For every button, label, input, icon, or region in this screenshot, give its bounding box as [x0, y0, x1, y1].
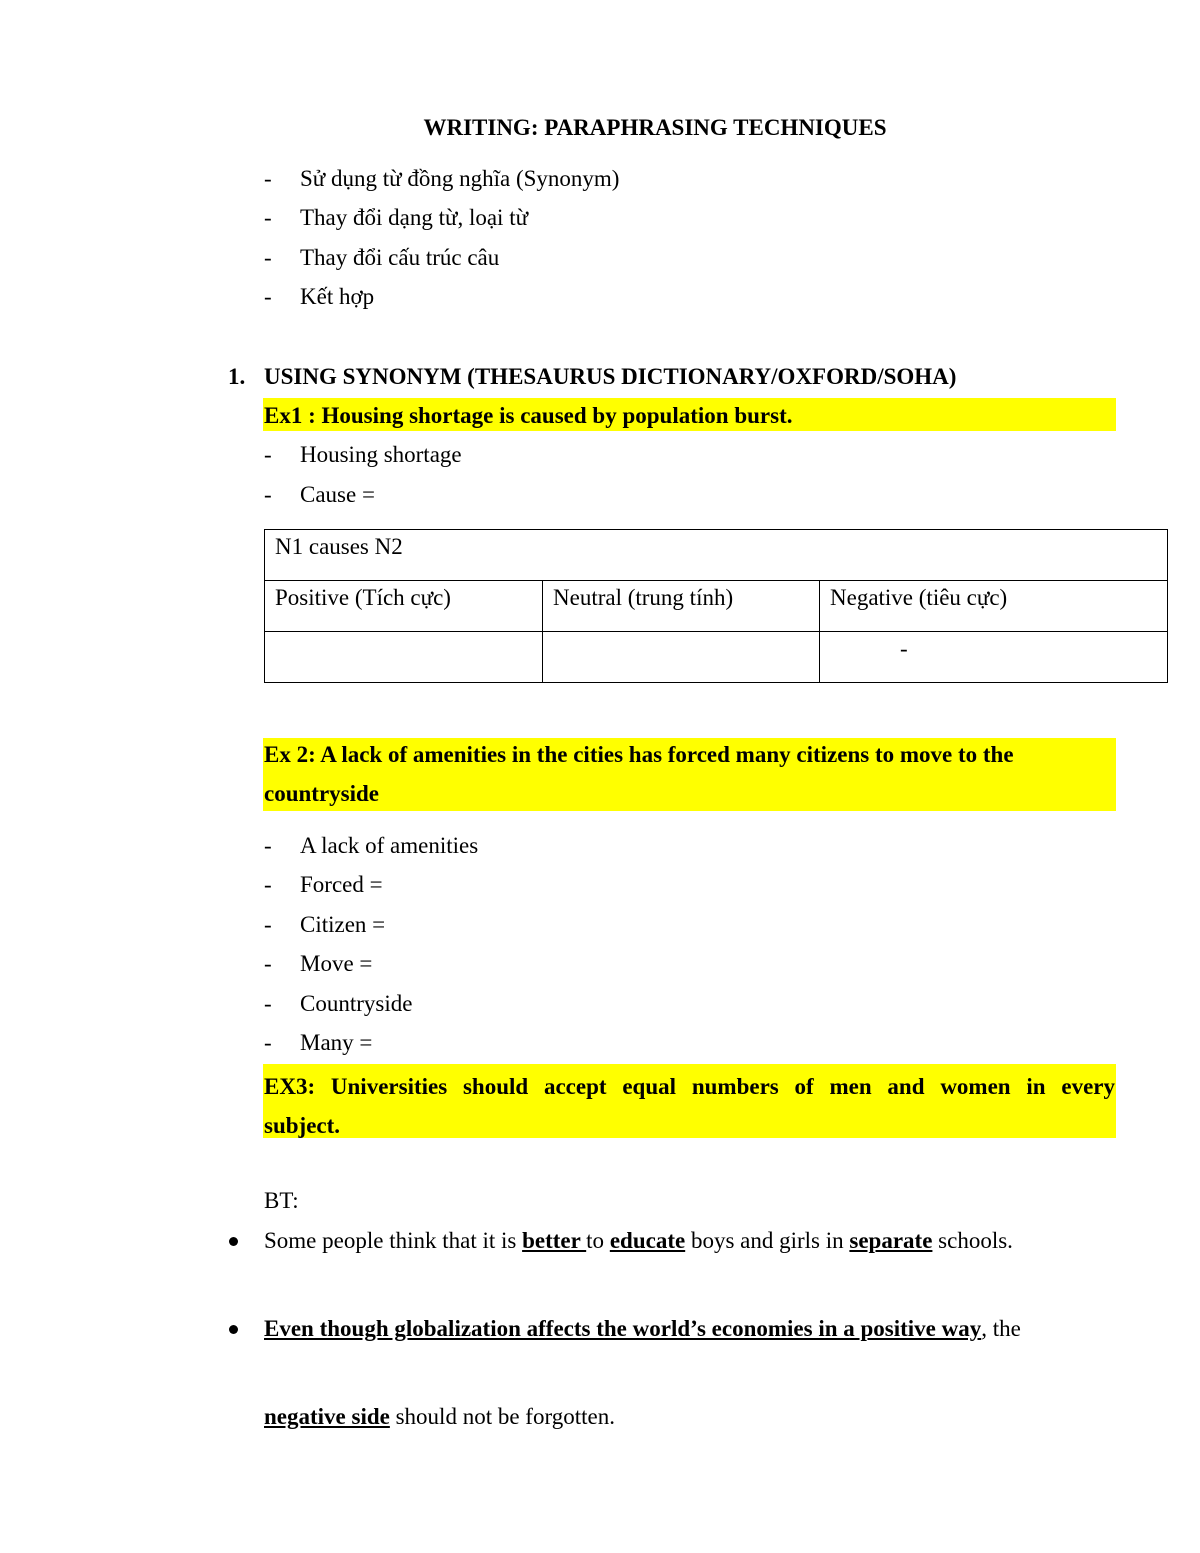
bt-sentence-2-line1: Even though globalization affects the world’s economies in a positive way, the — [264, 1316, 1021, 1341]
ex3-line2: subject. — [264, 1113, 341, 1138]
column-negative: Negative (tiêu cực) — [820, 581, 1168, 632]
ex1-sentence: Ex1 : Housing shortage is caused by population burst. — [264, 403, 793, 428]
ex2-item: - Many = — [264, 1030, 373, 1055]
bt-sentence-1: Some people think that it is better to educate boys and girls in separate schools. — [264, 1228, 1013, 1253]
ex1-item: - Cause = — [264, 482, 375, 507]
ex2-line2: countryside — [264, 781, 379, 806]
bullet-dot-icon — [229, 1325, 238, 1334]
table-row — [265, 530, 1168, 581]
ex2-item: - Forced = — [264, 872, 383, 897]
section-heading: 1. USING SYNONYM (THESAURUS DICTIONARY/OXFORD/SOHA) — [228, 364, 957, 389]
table-row — [265, 581, 1168, 632]
synonym-table — [264, 529, 1168, 683]
ex2-item: - Countryside — [264, 991, 413, 1016]
ex2-item: - A lack of amenities — [264, 833, 479, 858]
table-header-cell: N1 causes N2 — [265, 530, 1168, 581]
technique-item: - Thay đổi dạng từ, loại từ — [264, 205, 529, 230]
table-row — [265, 632, 1168, 683]
cell-positive — [265, 632, 543, 683]
technique-item: - Kết hợp — [264, 284, 375, 309]
bullet-dot-icon — [229, 1237, 238, 1246]
bt-sentence-2-line2: negative side should not be forgotten. — [264, 1404, 615, 1429]
ex1-item: - Housing shortage — [264, 442, 462, 467]
cell-neutral — [543, 632, 820, 683]
technique-item: - Sử dụng từ đồng nghĩa (Synonym) — [264, 166, 620, 191]
column-neutral: Neutral (trung tính) — [543, 581, 820, 632]
page-title: WRITING: PARAPHRASING TECHNIQUES — [423, 115, 887, 140]
ex2-line1: Ex 2: A lack of amenities in the cities has forced many citizens to move to the — [264, 742, 1014, 767]
technique-item: - Thay đổi cấu trúc câu — [264, 245, 500, 270]
column-positive: Positive (Tích cực) — [265, 581, 543, 632]
bt-label: BT: — [264, 1188, 299, 1213]
ex3-sentence — [264, 1067, 1115, 1145]
ex3-line1: EX3: Universities should accept equal numbers of men and women in every — [264, 1074, 1115, 1099]
ex2-item: - Move = — [264, 951, 373, 976]
cell-negative: - — [820, 632, 1168, 683]
ex2-item: - Citizen = — [264, 912, 386, 937]
